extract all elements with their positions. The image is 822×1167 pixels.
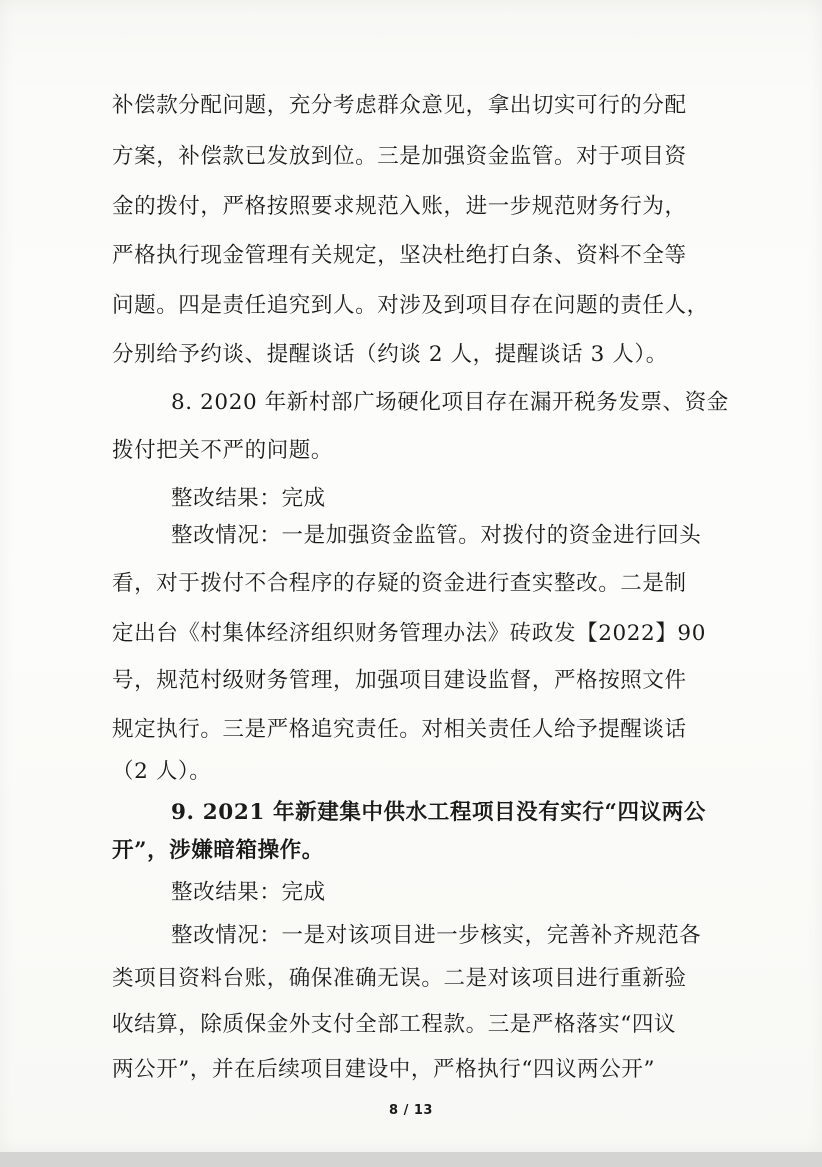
text-line: （2 人）。 xyxy=(112,759,212,784)
text-line: 定出台《村集体经济组织财务管理办法》砖政发【2022】90 xyxy=(112,621,706,646)
section-heading-8-continued: 拨付把关不严的问题。 xyxy=(112,438,334,463)
rectification-details: 整改情况：一是对该项目进一步核实，完善补齐规范各 xyxy=(171,923,702,948)
text-line: 分别给予约谈、提醒谈话（约谈 2 人，提醒谈话 3 人）。 xyxy=(112,342,668,367)
section-heading-9: 9. 2021 年新建集中供水工程项目没有实行“四议两公 xyxy=(171,800,706,825)
rectification-result: 整改结果：完成 xyxy=(171,486,326,511)
rectification-result: 整改结果：完成 xyxy=(171,880,326,905)
text-line: 严格执行现金管理有关规定，坚决杜绝打白条、资料不全等 xyxy=(112,243,687,268)
section-heading-9-continued: 开”，涉嫌暗箱操作。 xyxy=(112,838,324,863)
text-line: 规定执行。三是严格追究责任。对相关责任人给予提醒谈话 xyxy=(112,717,687,742)
bottom-scan-strip xyxy=(0,1152,822,1167)
text-line: 问题。四是责任追究到人。对涉及到项目存在问题的责任人， xyxy=(112,293,709,318)
text-line: 类项目资料台账，确保准确无误。二是对该项目进行重新验 xyxy=(112,966,687,991)
text-line: 金的拨付，严格按照要求规范入账，进一步规范财务行为， xyxy=(112,194,687,219)
rectification-details: 整改情况：一是加强资金监管。对拨付的资金进行回头 xyxy=(171,523,702,548)
text-line: 看，对于拨付不合程序的存疑的资金进行查实整改。二是制 xyxy=(112,571,687,596)
text-line: 两公开”，并在后续项目建设中，严格执行“四议两公开” xyxy=(112,1057,656,1082)
text-line: 收结算，除质保金外支付全部工程款。三是严格落实“四议 xyxy=(112,1012,677,1037)
section-heading-8: 8. 2020 年新村部广场硬化项目存在漏开税务发票、资金 xyxy=(171,390,729,415)
page-number: 8 / 13 xyxy=(389,1103,433,1118)
text-line: 号，规范村级财务管理，加强项目建设监督，严格按照文件 xyxy=(112,668,687,693)
text-line: 方案，补偿款已发放到位。三是加强资金监管。对于项目资 xyxy=(112,144,687,169)
text-line: 补偿款分配问题，充分考虑群众意见，拿出切实可行的分配 xyxy=(112,93,687,118)
